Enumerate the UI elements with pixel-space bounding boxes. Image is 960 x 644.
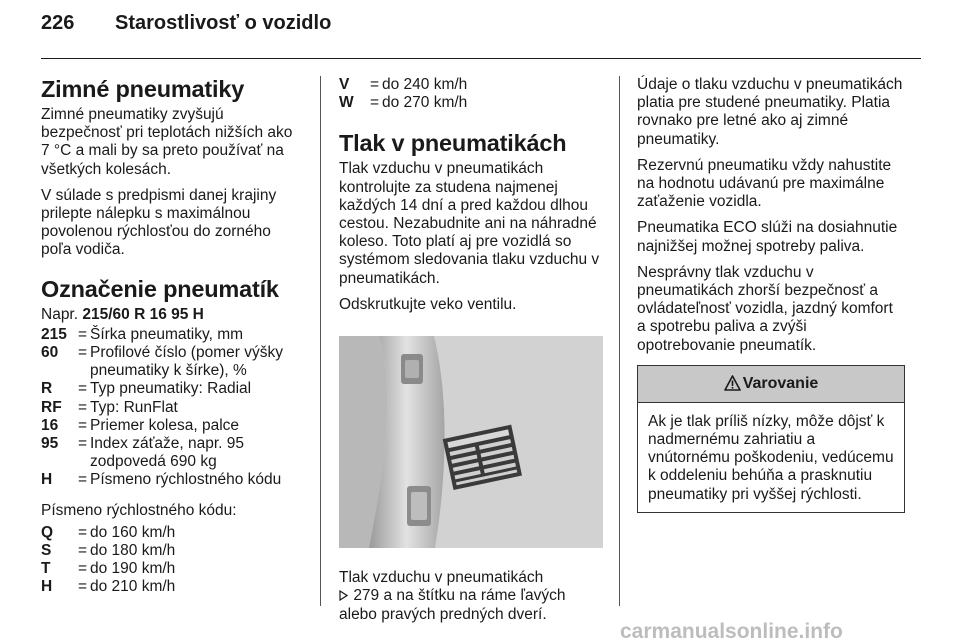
speed-code-intro: Písmeno rýchlostného kódu: [41, 501, 237, 519]
warning-header [638, 366, 904, 403]
equals-sign: = [78, 344, 88, 362]
definition-key: 215 [41, 325, 67, 343]
definition-value: Priemer kolesa, palce [90, 416, 240, 434]
definition-row [41, 326, 303, 344]
speed-code-key: T [41, 560, 51, 578]
definition-row [41, 435, 303, 471]
equals-sign: = [370, 94, 380, 112]
speed-code-list-continued [339, 76, 603, 112]
definition-value: Šírka pneumatiky, mm [90, 325, 244, 343]
equals-sign: = [78, 325, 88, 343]
speed-code-row [41, 524, 303, 542]
warning-body: Ak je tlak príliš nízky, môže dôjsť k nadmernému zahriatiu a vnútornému poškodeniu, vedúcemu k oddeleniu behúňa a prasknutiu pneumatiky pri vyššej rýchlosti. [648, 412, 894, 503]
speed-code-key: S [41, 542, 52, 560]
speed-code-list [41, 524, 303, 597]
definition-row [41, 417, 303, 435]
equals-sign: = [78, 560, 88, 578]
speed-code-row [41, 560, 303, 578]
speed-code-value: do 240 km/h [382, 76, 468, 93]
definition-value: Typ: RunFlat [90, 398, 178, 416]
winter-tires-paragraph-1: Zimné pneumatiky zvyšujú bezpečnosť pri teplotách nižších ako 7 °C a mali by sa preto používať na všetkých kolesách. [41, 106, 293, 178]
column-left [41, 76, 303, 605]
definition-value: Písmeno rýchlostného kódu [90, 471, 282, 489]
photo-caption [339, 569, 603, 624]
winter-tires-paragraph-2: V súlade s predpismi danej krajiny prilepte nálepku s maximálnou povolenou rýchlosťou do zorného poľa vodiča. [41, 186, 277, 259]
tire-marking-heading: Označenie pneumatík [41, 275, 279, 302]
definition-key: H [41, 471, 53, 489]
page-number: 226 [41, 12, 75, 34]
tire-pressure-label-photo [339, 336, 603, 548]
tire-marking-example [41, 306, 303, 324]
definition-value: Index záťaže, napr. 95 zodpovedá 690 kg [90, 435, 245, 471]
warning-triangle-icon [724, 369, 741, 405]
watermark: carmanualsonline.info [620, 620, 843, 643]
tire-pressure-heading: Tlak v pneumatikách [339, 130, 567, 157]
equals-sign: = [78, 542, 88, 560]
definition-key: 16 [41, 416, 59, 434]
speed-code-key: W [339, 94, 354, 112]
definition-value: Typ pneumatiky: Radial [90, 380, 252, 398]
caption-reference: 279 a na štítku na ráme ľavých alebo pravých predných dverí. [339, 587, 566, 623]
column-right [637, 76, 905, 513]
definition-row [41, 471, 303, 489]
equals-sign: = [78, 398, 88, 416]
warning-box [637, 365, 905, 513]
tire-marking-definitions [41, 326, 303, 490]
speed-code-key: Q [41, 523, 54, 541]
pressure-info-paragraph-1: Údaje o tlaku vzduchu v pneumatikách platia pre studené pneumatiky. Platia rovnako pre letné ako aj zimné pneumatiky. [637, 76, 903, 148]
definition-row [41, 380, 303, 398]
speed-code-value: do 190 km/h [90, 560, 176, 578]
equals-sign: = [370, 76, 380, 93]
speed-code-value: do 270 km/h [382, 94, 468, 112]
example-code: 215/60 R 16 95 H [82, 305, 204, 323]
definition-row [41, 344, 303, 380]
caption-line-1: Tlak vzduchu v pneumatikách [339, 569, 544, 587]
speed-code-value: do 210 km/h [90, 578, 176, 596]
equals-sign: = [78, 471, 88, 489]
tire-pressure-paragraph-1: Tlak vzduchu v pneumatikách kontrolujte za studena najmenej každých 14 dní a pred každou dlhou cestou. Nezabudnite ani na náhradné koleso. Toto platí aj pre vozidlá so systémom sledovania tlaku vzduchu v pneumatikách. [339, 160, 600, 287]
tire-pressure-paragraph-2: Odskrutkujte veko ventilu. [339, 295, 517, 313]
equals-sign: = [78, 380, 88, 398]
speed-code-row [41, 578, 303, 596]
example-prefix: Napr. [41, 305, 79, 323]
equals-sign: = [78, 523, 88, 541]
column-divider [619, 76, 620, 606]
header-rule [41, 58, 921, 59]
definition-value: Profilové číslo (pomer výšky pneumatiky k šírke), % [90, 344, 283, 380]
speed-code-value: do 180 km/h [90, 542, 176, 560]
arrow-reference-icon[interactable] [339, 587, 349, 605]
definition-key: RF [41, 398, 62, 416]
section-title: Starostlivosť o vozidlo [115, 12, 332, 34]
definition-row [41, 399, 303, 417]
equals-sign: = [78, 578, 88, 596]
column-divider [320, 76, 321, 606]
equals-sign: = [78, 416, 88, 434]
definition-key: 95 [41, 435, 59, 453]
speed-code-row [339, 94, 603, 112]
definition-key: R [41, 380, 53, 398]
column-middle [339, 76, 603, 624]
page-header [41, 6, 921, 50]
pressure-info-paragraph-3: Pneumatika ECO slúži na dosiahnutie najnižšej možnej spotreby paliva. [637, 219, 898, 255]
warning-title: Varovanie [742, 374, 819, 392]
pressure-info-paragraph-4: Nesprávny tlak vzduchu v pneumatikách zhorší bezpečnosť a ovládateľnosť vozidla, jazdný komfort a spotrebu paliva a zvýši opotrebovanie pneumatík. [637, 263, 893, 354]
equals-sign: = [78, 435, 88, 453]
speed-code-row [41, 542, 303, 560]
pressure-info-paragraph-2: Rezervnú pneumatiku vždy nahustite na hodnotu udávanú pre maximálne zaťaženie vozidla. [637, 156, 892, 211]
speed-code-value: do 160 km/h [90, 523, 176, 541]
winter-tires-heading: Zimné pneumatiky [41, 76, 245, 102]
speed-code-key: V [339, 76, 350, 93]
speed-code-row [339, 76, 603, 94]
speed-code-key: H [41, 578, 53, 596]
definition-key: 60 [41, 344, 59, 362]
